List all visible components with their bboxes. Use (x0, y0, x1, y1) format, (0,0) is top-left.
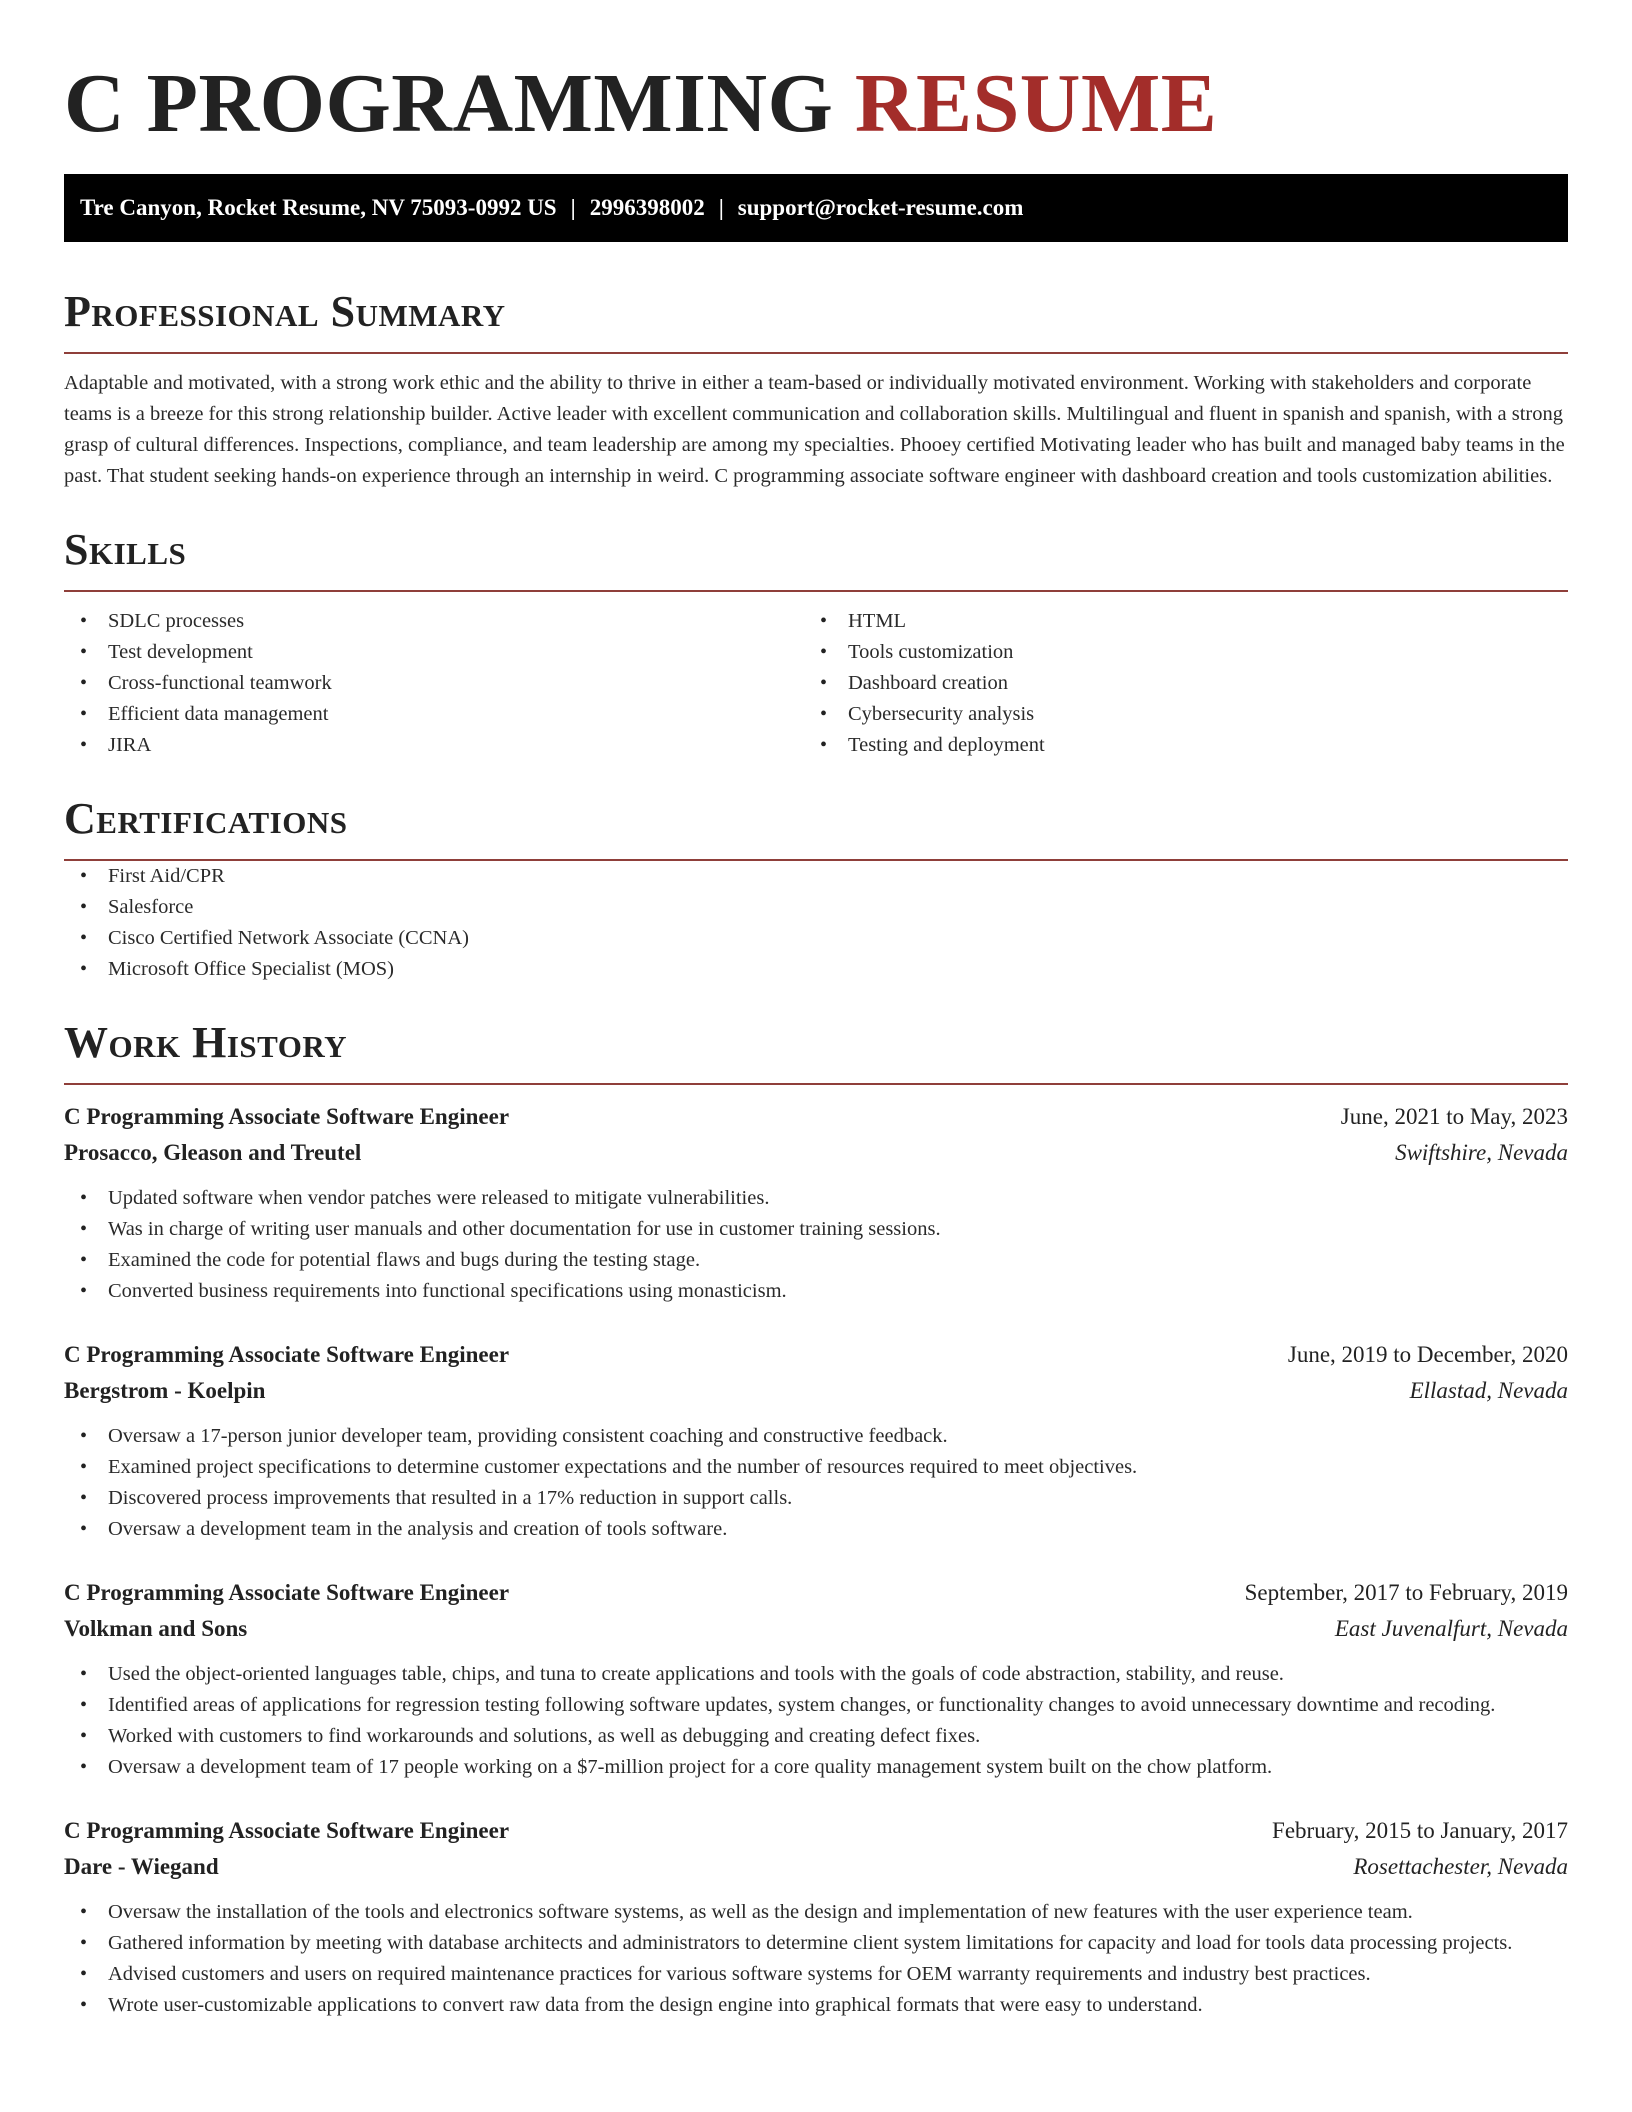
work-history-section (64, 1017, 1568, 2021)
job-bullets (64, 1183, 1568, 1307)
section-divider (64, 590, 1568, 592)
name-first: C PROGRAMMING (64, 57, 834, 150)
certifications-list (64, 861, 1568, 985)
job-bullet: • Used the object-oriented languages table, chips, and tuna to create applications and tools with the goals of code abstraction, stability, and reuse. (64, 1659, 1568, 1690)
job-location: Ellastad, Nevada (1409, 1378, 1568, 1403)
skills-grid (64, 606, 1568, 761)
summary-text: Adaptable and motivated, with a strong work ethic and the ability to thrive in either a team-based or individually motivated environment. Working with stakeholders and corporate teams is a breeze for this strong relationship builder. Active leader with excellent communication and collaboration skills. Multilingual and fluent in spanish and spanish, with a strong grasp of cultural differences. Inspections, compliance, and team leadership are among my specialties. Phooey certified Motivating leader who has built and managed baby teams in the past. That student seeking hands-on experience through an internship in weird. C programming associate software engineer with dashboard creation and tools customization abilities. (64, 372, 1565, 487)
job-dates: June, 2021 to May, 2023 (1340, 1104, 1568, 1129)
job-bullet: • Wrote user-customizable applications to convert raw data from the design engine into graphical formats that were easy to understand. (64, 1990, 1568, 2021)
skill-item: • HTML (804, 606, 1544, 637)
job-company: Volkman and Sons (64, 1616, 248, 1641)
job-title: C Programming Associate Software Engineer (64, 1342, 510, 1367)
summary-title: Professional Summary (64, 287, 506, 336)
skill-item: • SDLC processes (64, 606, 804, 637)
name-last: RESUME (854, 57, 1218, 150)
skill-item: • Efficient data management (64, 699, 804, 730)
job-entry (64, 1337, 1568, 1545)
section-divider (64, 1083, 1568, 1085)
job-bullet: • Was in charge of writing user manuals and other documentation for use in customer training sessions. (64, 1214, 1568, 1245)
certification-item: • Microsoft Office Specialist (MOS) (64, 954, 1568, 985)
certification-item: • First Aid/CPR (64, 861, 1568, 892)
skills-list-left (64, 606, 804, 761)
skills-section (64, 524, 1568, 761)
job-entry (64, 1099, 1568, 1307)
skill-item: • Dashboard creation (804, 668, 1544, 699)
job-bullet: • Examined project specifications to determine customer expectations and the number of resources required to meet objectives. (64, 1452, 1568, 1483)
job-bullet: • Updated software when vendor patches were released to mitigate vulnerabilities. (64, 1183, 1568, 1214)
skill-item: • Cybersecurity analysis (804, 699, 1544, 730)
job-company: Prosacco, Gleason and Treutel (64, 1140, 362, 1165)
job-entry (64, 1575, 1568, 1783)
job-bullet: • Advised customers and users on required maintenance practices for various software systems for OEM warranty requirements and industry best practices. (64, 1959, 1568, 1990)
job-title: C Programming Associate Software Engineer (64, 1580, 510, 1605)
job-bullet: • Discovered process improvements that resulted in a 17% reduction in support calls. (64, 1483, 1568, 1514)
certifications-title: Certifications (64, 794, 348, 843)
job-bullet: • Worked with customers to find workarounds and solutions, as well as debugging and creating defect fixes. (64, 1721, 1568, 1752)
job-bullets (64, 1421, 1568, 1545)
skills-title: Skills (64, 525, 187, 574)
contact-separator: | (570, 195, 576, 220)
skill-item: • Tools customization (804, 637, 1544, 668)
skill-item: • Testing and deployment (804, 730, 1544, 761)
work-history-title: Work History (64, 1018, 348, 1067)
contact-separator: | (718, 195, 724, 220)
job-bullet: • Oversaw a development team of 17 people working on a $7-million project for a core quality management system built on the chow platform. (64, 1752, 1568, 1783)
job-bullet: • Gathered information by meeting with database architects and administrators to determine client system limitations for capacity and load for tools data processing projects. (64, 1928, 1568, 1959)
section-divider (64, 352, 1568, 354)
certification-item: • Cisco Certified Network Associate (CCNA) (64, 923, 1568, 954)
resume-name-heading (64, 0, 1568, 150)
job-bullet: • Examined the code for potential flaws and bugs during the testing stage. (64, 1245, 1568, 1276)
contact-phone: 2996398002 (589, 195, 705, 220)
skill-item: • Test development (64, 637, 804, 668)
skills-list-right (804, 606, 1544, 761)
job-bullet: • Oversaw the installation of the tools and electronics software systems, as well as the design and implementation of new features with the user experience team. (64, 1897, 1568, 1928)
job-entry (64, 1813, 1568, 2021)
job-bullets (64, 1659, 1568, 1783)
job-dates: September, 2017 to February, 2019 (1244, 1580, 1568, 1605)
contact-address: Tre Canyon, Rocket Resume, NV 75093-0992 US (80, 195, 557, 220)
job-bullet: • Identified areas of applications for regression testing following software updates, system changes, or functionality changes to avoid unnecessary downtime and recoding. (64, 1690, 1568, 1721)
job-title: C Programming Associate Software Engineer (64, 1818, 510, 1843)
contact-email: support@rocket-resume.com (737, 195, 1024, 220)
job-location: East Juvenalfurt, Nevada (1334, 1616, 1568, 1641)
job-company: Bergstrom - Koelpin (64, 1378, 266, 1403)
summary-section (64, 286, 1568, 492)
job-bullet: • Oversaw a 17-person junior developer team, providing consistent coaching and constructive feedback. (64, 1421, 1568, 1452)
certifications-section (64, 793, 1568, 985)
job-bullet: • Oversaw a development team in the analysis and creation of tools software. (64, 1514, 1568, 1545)
job-bullets (64, 1897, 1568, 2021)
job-location: Rosettachester, Nevada (1353, 1854, 1568, 1879)
certification-item: • Salesforce (64, 892, 1568, 923)
skill-item: • Cross-functional teamwork (64, 668, 804, 699)
job-bullet: • Converted business requirements into functional specifications using monasticism. (64, 1276, 1568, 1307)
job-dates: June, 2019 to December, 2020 (1287, 1342, 1568, 1367)
skill-item: • JIRA (64, 730, 804, 761)
job-company: Dare - Wiegand (64, 1854, 219, 1879)
contact-bar (64, 174, 1568, 242)
job-location: Swiftshire, Nevada (1395, 1140, 1568, 1165)
job-title: C Programming Associate Software Engineer (64, 1104, 510, 1129)
job-dates: February, 2015 to January, 2017 (1272, 1818, 1568, 1843)
